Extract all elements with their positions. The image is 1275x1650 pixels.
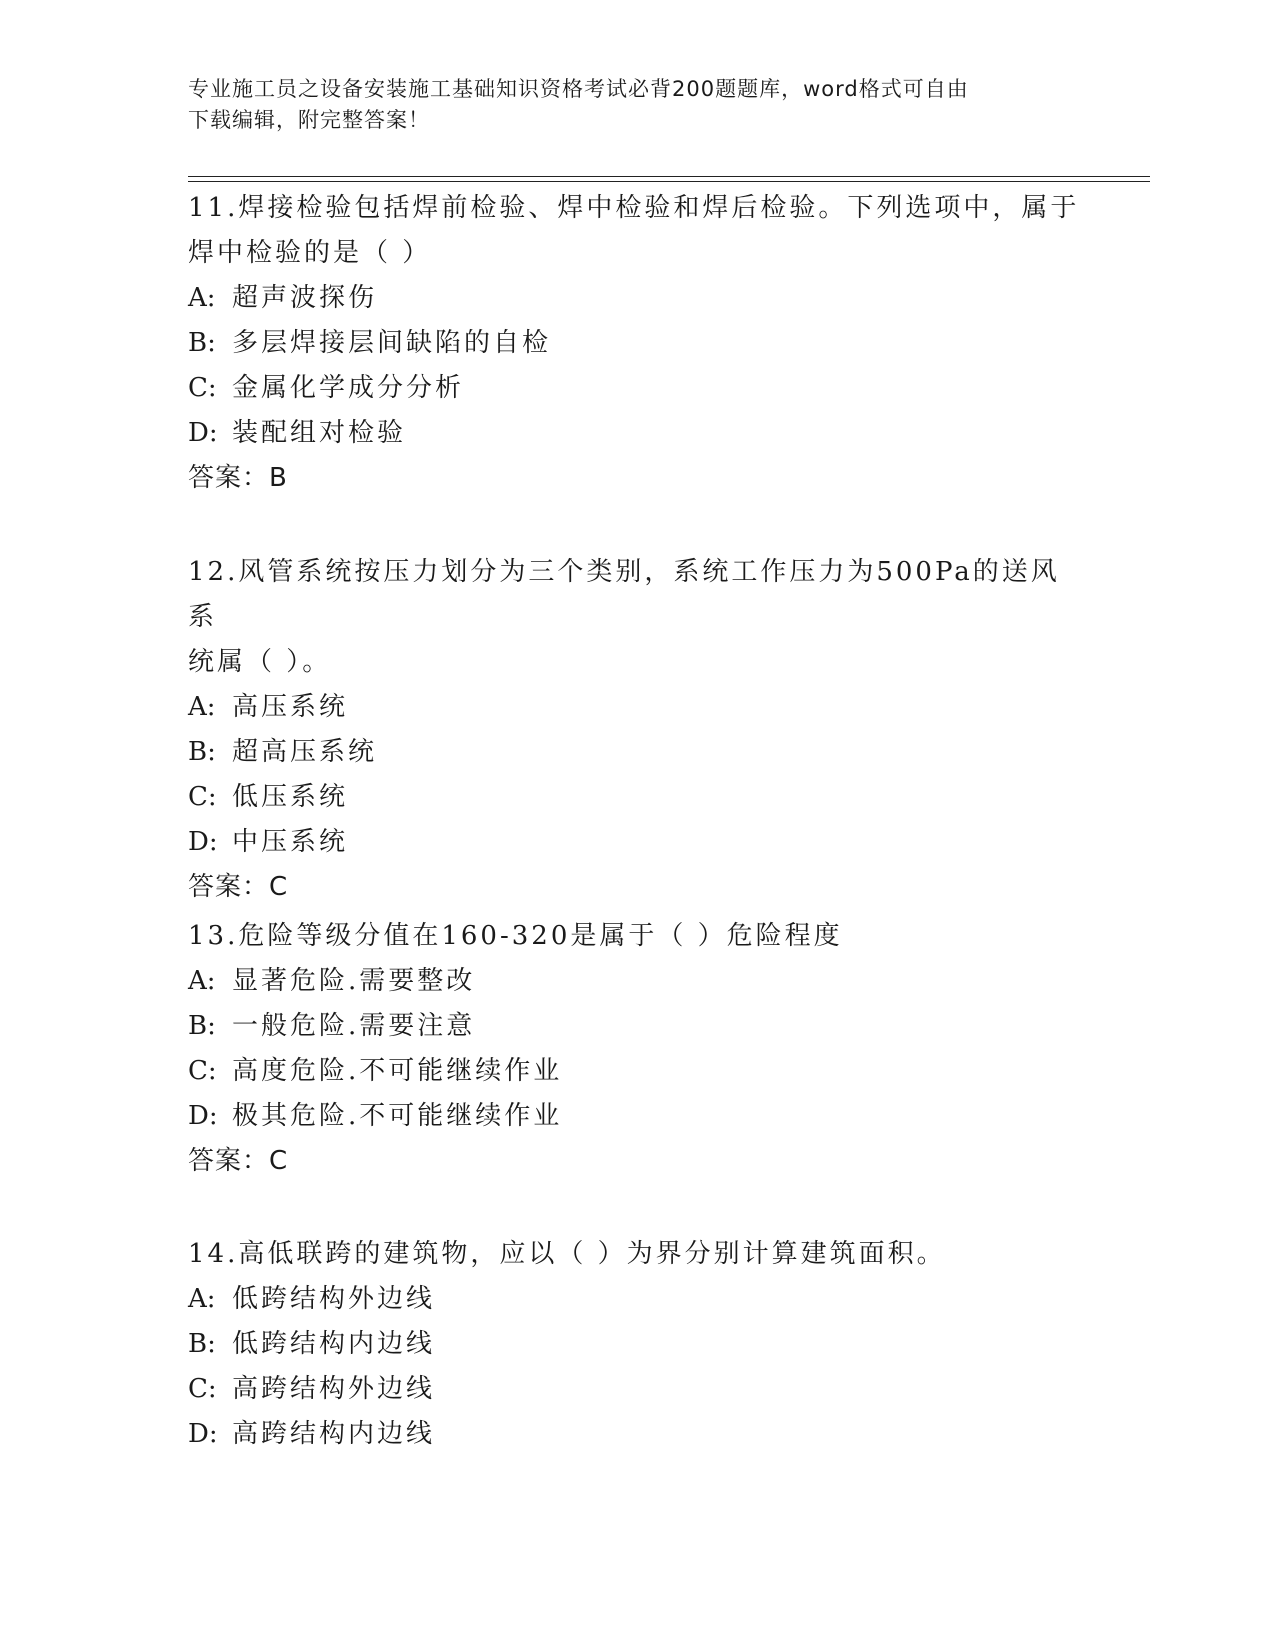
question-stem-line: 焊中检验的是（ ）: [188, 238, 432, 268]
option-d: [188, 1412, 1088, 1457]
option-text: 低跨结构内边线: [232, 1329, 436, 1359]
option-key: B:: [188, 1329, 216, 1359]
option-b: [188, 1004, 1088, 1049]
option-key: D:: [188, 1101, 218, 1131]
option-c: [188, 1367, 1088, 1412]
option-key: B:: [188, 737, 216, 767]
option-key: A:: [188, 966, 216, 996]
option-text: 一般危险.需要注意: [232, 1011, 476, 1041]
option-text: 中压系统: [232, 827, 349, 857]
option-c: [188, 775, 1088, 820]
question-13: [188, 914, 1088, 1184]
option-key: A:: [188, 692, 216, 722]
option-c: [188, 366, 1088, 411]
option-text: 显著危险.需要整改: [232, 966, 476, 996]
option-a: [188, 276, 1088, 321]
option-text: 高度危险.不可能继续作业: [232, 1056, 563, 1086]
question-11: [188, 186, 1088, 501]
question-stem-line: 12.风管系统按压力划分为三个类别，系统工作压力为500Pa的送风系: [188, 557, 1060, 632]
document-header: [188, 74, 1068, 136]
option-text: 极其危险.不可能继续作业: [232, 1101, 563, 1131]
option-text: 低压系统: [232, 782, 349, 812]
option-d: [188, 411, 1088, 456]
option-text: 低跨结构外边线: [232, 1284, 436, 1314]
question-stem-line: 13.危险等级分值在160-320是属于（ ）危险程度: [188, 921, 843, 951]
option-text: 超声波探伤: [232, 283, 378, 313]
option-text: 金属化学成分分析: [232, 373, 465, 403]
option-a: [188, 685, 1088, 730]
option-key: D:: [188, 418, 218, 448]
answer-line: 答案：C: [188, 1146, 289, 1176]
option-c: [188, 1049, 1088, 1094]
question-stem-line: 统属（ ）。: [188, 647, 332, 677]
question-14: [188, 1232, 1088, 1457]
question-stem-line: 14.高低联跨的建筑物，应以（ ）为界分别计算建筑面积。: [188, 1239, 946, 1269]
option-key: C:: [188, 782, 217, 812]
option-text: 超高压系统: [232, 737, 378, 767]
option-key: D:: [188, 1419, 218, 1449]
option-text: 高压系统: [232, 692, 349, 722]
question-stem-line: 11.焊接检验包括焊前检验、焊中检验和焊后检验。下列选项中，属于: [188, 193, 1080, 223]
option-key: A:: [188, 283, 216, 313]
option-text: 高跨结构外边线: [232, 1374, 436, 1404]
header-divider-top: [188, 176, 1150, 177]
option-text: 多层焊接层间缺陷的自检: [232, 328, 552, 358]
option-key: C:: [188, 1374, 217, 1404]
option-d: [188, 1094, 1088, 1139]
option-b: [188, 1322, 1088, 1367]
option-key: B:: [188, 328, 216, 358]
answer-line: 答案：B: [188, 463, 288, 493]
option-a: [188, 959, 1088, 1004]
option-b: [188, 321, 1088, 366]
option-b: [188, 730, 1088, 775]
answer-line: 答案：C: [188, 872, 289, 902]
header-line-2: 下载编辑，附完整答案！: [188, 108, 430, 132]
option-key: D:: [188, 827, 218, 857]
option-text: 高跨结构内边线: [232, 1419, 436, 1449]
option-d: [188, 820, 1088, 865]
header-line-1: 专业施工员之设备安装施工基础知识资格考试必背200题题库，word格式可自由: [188, 77, 969, 101]
option-key: C:: [188, 1056, 217, 1086]
question-12: [188, 550, 1088, 910]
option-key: B:: [188, 1011, 216, 1041]
option-key: C:: [188, 373, 217, 403]
option-a: [188, 1277, 1088, 1322]
option-text: 装配组对检验: [232, 418, 407, 448]
option-key: A:: [188, 1284, 216, 1314]
header-divider-bottom: [188, 181, 1150, 182]
